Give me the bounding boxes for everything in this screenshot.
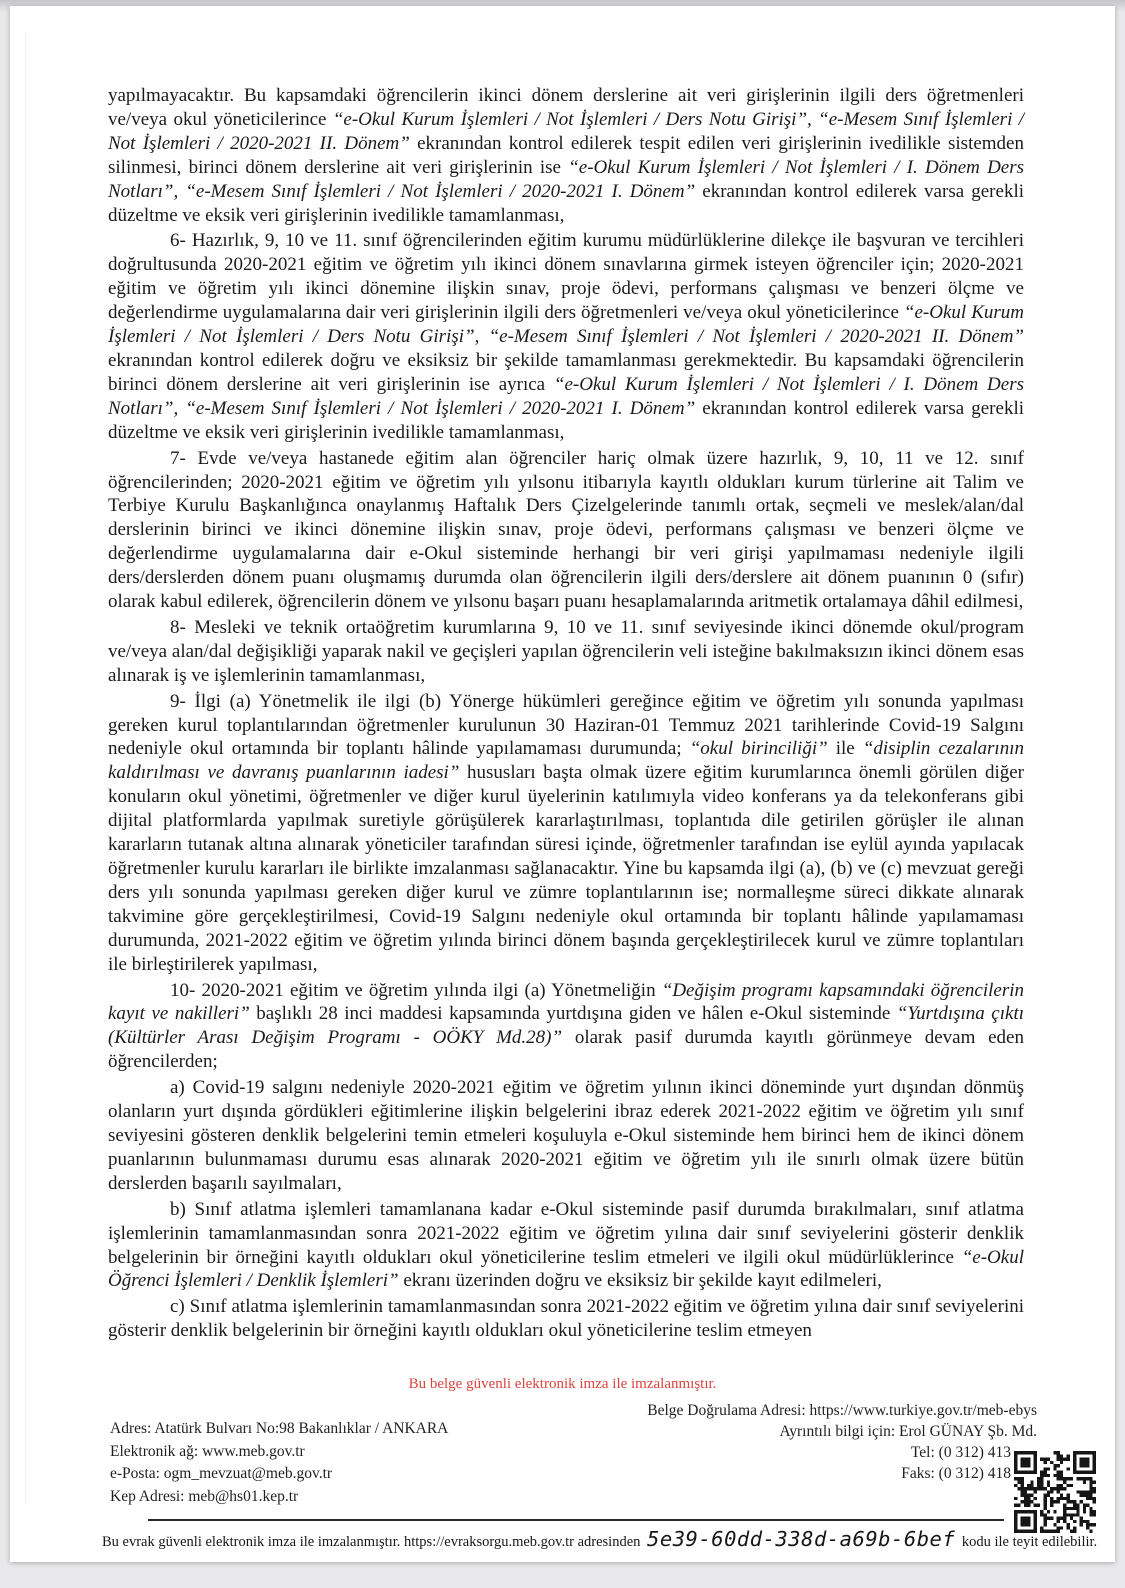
signature-note: Bu belge güvenli elektronik imza ile imzalanmıştır. [408,1376,717,1392]
footer-fax: Faks: (0 312) 418 [901,1465,1011,1482]
footer-verification-url: Belge Doğrulama Adresi: https://www.turkiye.gov.tr/meb-ebys [647,1402,1037,1419]
paragraph: yapılmayacaktır. Bu kapsamdaki öğrencilerin ikinci dönem derslerine ait veri girişlerinin ilgili ders öğretmenleri ve/veya okul yöneticilerince “e-Okul Kurum İşlemleri / Not İşlemleri / Ders Notu Girişi”, “e-Mesem Sınıf İşlemleri / Not İşlemleri / 2020-2021 II. Dönem” ekranından kontrol edilerek tespit edilen veri girişlerinin ivedilikle sistemden silinmesi, birinci dönem derslerine ait veri girişlerinin ise “e-Okul Kurum İşlemleri / Not İşlemleri / I. Dönem Ders Notları”, “e-Mesem Sınıf İşlemleri / Not İşlemleri / 2020-2021 I. Dönem” ekranından kontrol edilerek varsa gerekli düzeltme ve eksik veri girişlerinin ivedilikle tamamlanması, [108,85,1025,226]
document-body [108,84,1024,1345]
verification-code: 5e39-60dd-338d-a69b-6bef [647,1527,956,1551]
footer-contact-person: Ayrıntılı bilgi için: Erol GÜNAY Şb. Md. [779,1423,1037,1440]
paragraph: 6- Hazırlık, 9, 10 ve 11. sınıf öğrencilerinden eğitim kurumu müdürlüklerine dilekçe ile başvuran ve tercihleri doğrultusunda 2020-2021 eğitim ve öğretim yılı ikinci dönem sınavlarına girmek isteyen öğrenciler için; 2020-2021 eğitim ve öğretim yılı ikinci dönemine ilişkin sınav, proje ödevi, performans çalışması ve benzeri ölçme ve değerlendirme uygulamalarına dair veri girişlerinin ilgili ders öğretmenleri ve/veya okul yöneticilerince “e-Okul Kurum İşlemleri / Not İşlemleri / Ders Notu Girişi”, “e-Mesem Sınıf İşlemleri / Not İşlemleri / 2020-2021 II. Dönem” ekranından kontrol edilerek doğru ve eksiksiz bir şekilde tamamlanması gerekmektedir. Bu kapsamdaki öğrencilerin birinci dönem derslerine ait veri girişlerinin ise ayrıca “e-Okul Kurum İşlemleri / Not İşlemleri / I. Dönem Ders Notları”, “e-Mesem Sınıf İşlemleri / Not İşlemleri / 2020-2021 I. Dönem” ekranından kontrol edilerek varsa gerekli düzeltme ve eksik veri girişlerinin ivedilikle tamamlanması, [108,230,1025,443]
verification-line [102,1527,1098,1551]
footer-email: e-Posta: ogm_mevzuat@meb.gov.tr [110,1465,333,1482]
footer-address: Adres: Atatürk Bulvarı No:98 Bakanlıklar / ANKARA [110,1420,449,1437]
verification-prefix: Bu evrak güvenli elektronik imza ile imzalanmıştır. https://evraksorgu.meb.gov.tr adresinden [102,1534,645,1550]
paragraph: 9- İlgi (a) Yönetmelik ile ilgi (b) Yönerge hükümleri gereğince eğitim ve öğretim yılı sonunda yapılması gereken kurul toplantılarından öğretmenler kurulunun 30 Haziran-01 Temmuz 2021 tarihlerinde Covid-19 Salgını nedeniyle okul ortamında bir toplantı hâlinde yapılamaması durumunda; “okul birinciliği” ile “disiplin cezalarının kaldırılması ve davranış puanlarının iadesi” hususları başta olmak üzere eğitim kurumlarınca önemli görülen diğer konuların okul yönetimi, öğretmenler ve diğer kurul üyelerinin katılımıyla video konferans ya da telekonferans gibi dijital platformlarda yapılmak suretiyle görüşülerek kararlaştırılması, toplantıda dile getirilen görüşler ile alınan kararların tutanak altına alınarak yöneticiler tarafından süresi içinde, öğretmenler tarafından ise eylül ayında yapılacak öğretmenler kurulu kararları ile birlikte imzalanması sağlanacaktır. Yine bu kapsamda ilgi (a), (b) ve (c) mevzuat gereği ders yılı sonunda yapılması gereken diğer kurul ve zümre toplantılarının ise; normalleşme süreci dikkate alınarak takvimine göre gerçekleştirilmesi, Covid-19 Salgını nedeniyle okul ortamında bir toplantı hâlinde yapılamaması durumunda, 2021-2022 eğitim ve öğretim yılında birinci dönem başında gerçekleştirilecek kurul ve zümre toplantıları ile birleştirilerek yapılması, [108,690,1025,975]
paragraph: 8- Mesleki ve teknik ortaöğretim kurumlarına 9, 10 ve 11. sınıf seviyesinde ikinci dönemde okul/program ve/veya alan/dal değişikliği yaparak nakil ve geçişleri yapılan öğrencilerin veli isteğine bakılmaksızın ikinci dönem esas alınarak iş ve işlemlerinin tamamlanması, [108,616,1024,686]
paragraph: b) Sınıf atlatma işlemleri tamamlanana kadar e-Okul sisteminde pasif durumda bırakılmaları, sınıf atlatma işlemlerinin tamamlanmasından sonra 2021-2022 eğitim ve öğretim yılına dair sınıf seviyelerini gösterir denklik belgelerinin bir örneğini kayıtlı oldukları okul yöneticilerine teslim etmeleri ve ilgili okul müdürlüklerince “e-Okul Öğrenci İşlemleri / Denklik İşlemleri” ekranı üzerinden doğru ve eksiksiz bir şekilde kayıt edilmeleri, [108,1198,1024,1292]
paragraph: 10- 2020-2021 eğitim ve öğretim yılında ilgi (a) Yönetmeliğin “Değişim programı kapsamındaki öğrencilerin kayıt ve nakilleri” başlıklı 28 inci maddesi kapsamında yurtdışına giden ve hâlen e-Okul sisteminde “Yurtdışına çıktı (Kültürler Arası Değişim Programı - OÖKY Md.28)” olarak pasif durumda kayıtlı görünmeye devam eden öğrencilerden; [108,979,1024,1073]
verification-suffix: kodu ile teyit edilebilir. [958,1534,1098,1550]
qr-code-icon [1014,1450,1096,1534]
footer-divider [148,1519,1004,1521]
footer-phone: Tel: (0 312) 413 [910,1444,1011,1461]
footer-kep-address: Kep Adresi: meb@hs01.kep.tr [110,1487,299,1505]
document-page [10,6,1115,1562]
footer-website: Elektronik ağ: www.meb.gov.tr [110,1442,305,1460]
footer-info-block [647,1400,1037,1484]
footer-contact-block [110,1418,448,1508]
paragraph: 7- Evde ve/veya hastanede eğitim alan öğrenciler hariç olmak üzere hazırlık, 9, 10, 11 ve 12. sınıf öğrencilerinden; 2020-2021 eğitim ve öğretim yılı yılsonu itibarıyla kayıtlı oldukları kurum türlerine ait Talim ve Terbiye Kurulu Başkanlığınca onaylanmış Haftalık Ders Çizelgelerinde tanımlı ortak, seçmeli ve meslek/alan/dal derslerinin birinci ve ikinci dönemine ilişkin sınav, proje ödevi, performans çalışması ve benzeri ölçme ve değerlendirme uygulamalarına dair e-Okul sisteminde herhangi bir veri girişi yapılmaması nedeniyle ilgili ders/derslerden dönem puanı oluşmamış durumda olan öğrencilerin ilgili ders/derslere ait dönem puanının 0 (sıfır) olarak kabul edilerek, öğrencilerin dönem ve yılsonu başarı puanı hesaplamalarında aritmetik ortalamaya dâhil edilmesi, [108,447,1024,613]
paragraph: c) Sınıf atlatma işlemlerinin tamamlanmasından sonra 2021-2022 eğitim ve öğretim yılına dair sınıf seviyelerini gösterir denklik belgelerinin bir örneğini kayıtlı oldukları okul yöneticilerine teslim etmeyen [108,1296,1024,1342]
paragraph: a) Covid-19 salgını nedeniyle 2020-2021 eğitim ve öğretim yılının ikinci döneminde yurt dışından dönmüş olanların yurt dışında gördükleri eğitimlerine ilişkin belgelerini ibraz ederek 2021-2022 eğitim ve öğretim yılı sınıf seviyesini gösteren denklik belgelerini temin etmeleri koşuluyla e-Okul sisteminde hem birinci hem de ikinci dönem puanlarının bulunmaması durumu esas alınarak 2020-2021 eğitim ve öğretim yılı ile sınırlı olmak üzere bütün derslerden başarılı sayılmaları, [108,1077,1024,1194]
